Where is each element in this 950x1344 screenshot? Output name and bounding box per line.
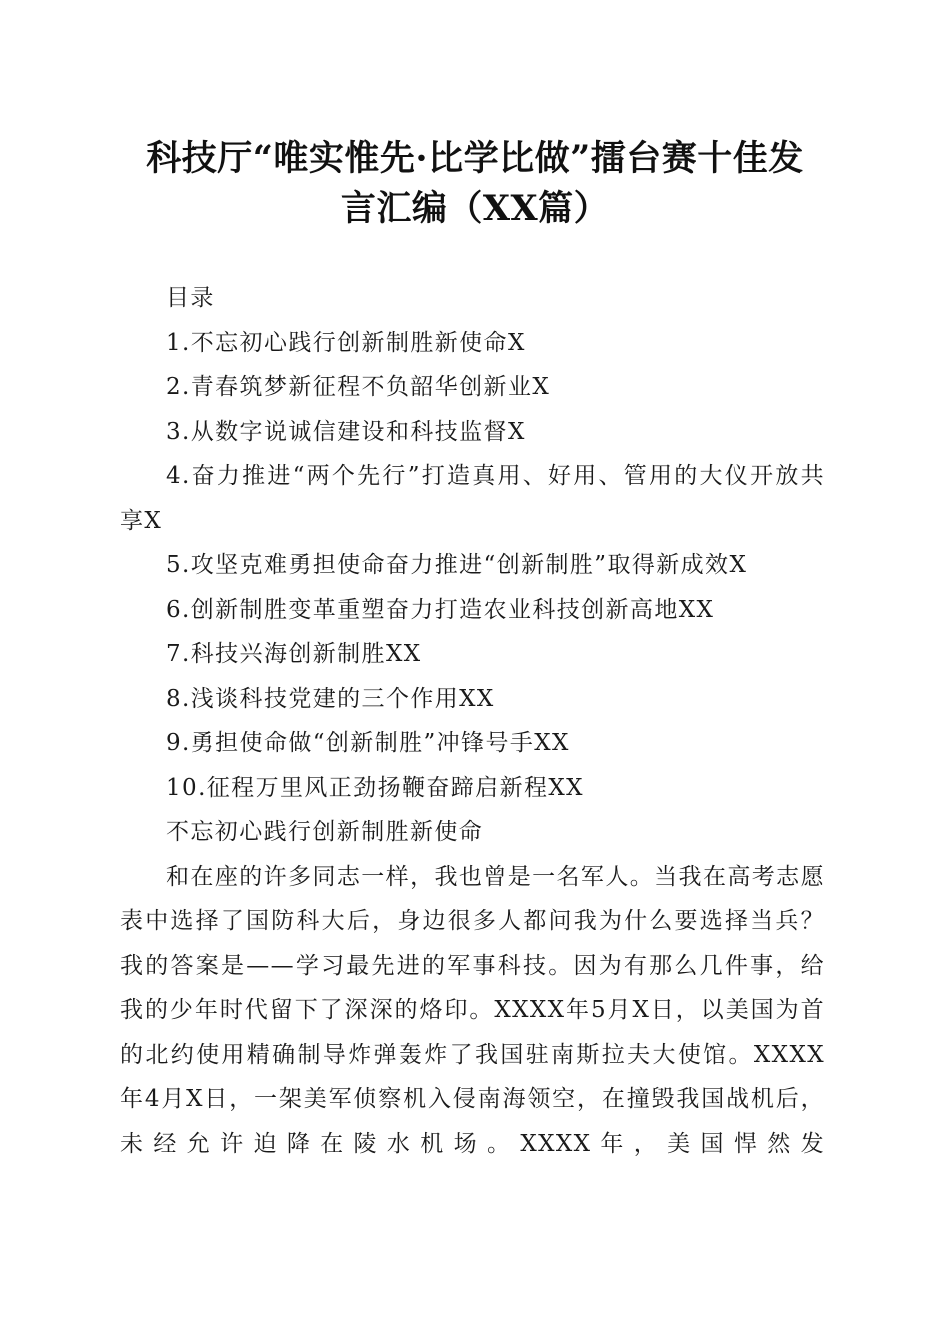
toc-heading: 目录	[166, 285, 215, 311]
document-title	[110, 134, 840, 234]
toc-item: 9.勇担使命做“创新制胜”冲锋号手XX	[166, 730, 570, 756]
section-title: 不忘初心践行创新制胜新使命	[166, 819, 484, 845]
title-line-2: 言汇编（XX篇）	[340, 188, 610, 229]
toc-item: 5.攻坚克难勇担使命奋力推进“创新制胜”取得新成效X	[166, 552, 748, 578]
toc-item: 1.不忘初心践行创新制胜新使命X	[166, 329, 526, 356]
document-body	[120, 276, 825, 1166]
toc-item: 10.征程万里风正劲扬鞭奋蹄启新程XX	[166, 774, 584, 801]
toc-item: 3.从数字说诚信建设和科技监督X	[166, 418, 526, 445]
toc-item: 7.科技兴海创新制胜XX	[166, 641, 422, 667]
toc-item: 8.浅谈科技党建的三个作用XX	[166, 685, 495, 712]
body-paragraph: 和在座的许多同志一样，我也曾是一名军人。当我在高考志愿表中选择了国防科大后，身边很多人都问我为什么要选择当兵？我的答案是——学习最先进的军事科技。因为有那么几件事，给我的少年时代留下了深深的烙印。XXXX年5月X日，以美国为首的北约使用精确制导炸弹轰炸了我国驻南斯拉夫大使馆。XXXX年4月X日，一架美军侦察机入侵南海领空，在撞毁我国战机后，未经允许迫降在陵水机场。XXXX年，美国悍然发	[120, 863, 825, 1157]
toc-item: 2.青春筑梦新征程不负韶华创新业X	[166, 374, 551, 400]
toc-item: 4.奋力推进“两个先行”打造真用、好用、管用的大仪开放共享X	[120, 463, 825, 534]
toc-item: 6.创新制胜变革重塑奋力打造农业科技创新高地XX	[166, 596, 715, 623]
title-line-1: 科技厅“唯实惟先·比学比做”擂台赛十佳发	[146, 138, 804, 179]
